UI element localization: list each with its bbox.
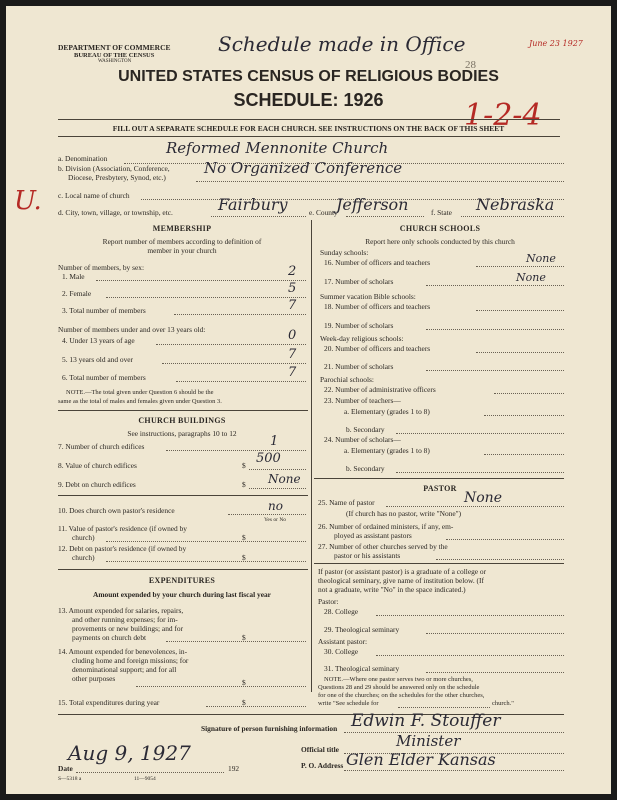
q26-line xyxy=(446,539,564,540)
assistant-label: Assistant pastor: xyxy=(318,637,368,646)
q27-label-1: 27. Number of other churches served by the xyxy=(318,542,448,551)
pastor-note-3: for one of the churches; on the schedules for the other churches, xyxy=(318,692,485,699)
date-label: Date xyxy=(58,764,73,773)
column-divider xyxy=(311,220,312,692)
census-schedule-page xyxy=(6,6,611,794)
q3-line xyxy=(174,314,306,315)
q9-line xyxy=(249,488,306,489)
q23-label: 23. Number of teachers— xyxy=(324,396,401,405)
grad-note-1: If pastor (or assistant pastor) is a graduate of a college or xyxy=(318,567,487,576)
handwritten-office-date: June 23 1927 xyxy=(529,39,583,48)
division-value: No Organized Conference xyxy=(204,159,403,177)
q5-label: 5. 13 years old and over xyxy=(62,355,134,364)
q10-value: no xyxy=(268,499,283,513)
q8-label: 8. Value of church edifices xyxy=(58,461,137,470)
county-label: e. County xyxy=(309,208,338,217)
q14-label-4: other purposes xyxy=(72,674,116,683)
q25-label: 25. Name of pastor xyxy=(318,498,375,507)
q1-label: 1. Male xyxy=(62,272,85,281)
q15-label: 15. Total expenditures during year xyxy=(58,698,160,707)
city-line xyxy=(211,216,306,217)
q10-label: 10. Does church own pastor's residence xyxy=(58,506,175,515)
q9-dollar: $ xyxy=(242,480,246,489)
q2-value: 5 xyxy=(288,281,297,296)
local-name-label: c. Local name of church xyxy=(58,191,130,200)
q5-line xyxy=(162,363,306,364)
q7-line xyxy=(166,450,306,451)
q7-value: 1 xyxy=(270,434,279,449)
q12-label-2: church) xyxy=(72,553,95,562)
q12-dollar: $ xyxy=(242,553,246,562)
membership-intro-1: Report number of members according to definition of xyxy=(102,237,262,246)
q8-dollar: $ xyxy=(242,461,246,470)
q22-line xyxy=(494,393,564,394)
q14-label-3: denominational support; and for all xyxy=(72,665,177,674)
signature-label: Signature of person furnishing information xyxy=(201,724,338,733)
q11-label-2: church) xyxy=(72,533,95,542)
q14-dollar: $ xyxy=(242,678,246,687)
city-value: Fairbury xyxy=(218,195,288,214)
date-line xyxy=(76,772,224,773)
county-value: Jefferson xyxy=(336,195,409,214)
buildings-title: CHURCH BUILDINGS xyxy=(138,416,226,425)
q3-value: 7 xyxy=(288,298,297,313)
q23b-label: b. Secondary xyxy=(346,425,385,434)
q30-label: 30. College xyxy=(324,647,359,656)
by-sex-label: Number of members, by sex: xyxy=(58,263,144,272)
q14-line xyxy=(136,686,306,687)
q22-label: 22. Number of administrative officers xyxy=(324,385,436,394)
red-code: 1-2-4 xyxy=(464,98,542,133)
q16-line xyxy=(476,266,564,267)
q29-line xyxy=(426,633,564,634)
q19-label: 19. Number of scholars xyxy=(324,321,394,330)
q24a-line xyxy=(484,454,564,455)
official-title-value: Minister xyxy=(396,732,461,750)
print-number: 11—9054 xyxy=(134,776,156,782)
pastor-title: PASTOR xyxy=(423,484,457,493)
q11-label-1: 11. Value of pastor's residence (if owned by xyxy=(58,524,187,533)
under-over-label: Number of members under and over 13 years old: xyxy=(58,325,206,334)
stamp-number: 28 xyxy=(465,59,476,71)
q10-line xyxy=(228,514,306,515)
q12-line xyxy=(106,561,306,562)
schools-rule xyxy=(314,478,564,479)
expenditures-title: EXPENDITURES xyxy=(148,576,216,585)
q16-value: None xyxy=(526,252,556,265)
q25-value: None xyxy=(464,490,502,506)
pastor-note-line xyxy=(398,707,490,708)
expenditures-sub: Amount expended by your church during last fiscal year xyxy=(93,590,271,599)
pastor-note-2: Questions 28 and 29 should be answered only on the schedule xyxy=(318,684,480,691)
instructions-line: FILL OUT A SEPARATE SCHEDULE FOR EACH CHURCH. SEE INSTRUCTIONS ON THE BACK OF THIS SHEET xyxy=(112,124,505,133)
buildings-mid-rule xyxy=(58,495,308,496)
pastor-note-1: NOTE.—Where one pastor serves two or more churches, xyxy=(324,676,473,683)
header-rule-top xyxy=(58,119,560,120)
q3-label: 3. Total number of members xyxy=(62,306,146,315)
division-label-2: Diocese, Presbytery, Synod, etc.) xyxy=(68,173,166,182)
q20-label: 20. Number of officers and teachers xyxy=(324,344,431,353)
q5-value: 7 xyxy=(288,347,297,362)
division-label-1: b. Division (Association, Conference, xyxy=(58,164,170,173)
form-title: UNITED STATES CENSUS OF RELIGIOUS BODIES xyxy=(118,68,499,85)
q23a-label: a. Elementary (grades 1 to 8) xyxy=(344,407,430,416)
parochial-label: Parochial schools: xyxy=(320,375,374,384)
q7-label: 7. Number of church edifices xyxy=(58,442,145,451)
pastor-note-5: church." xyxy=(492,700,514,707)
state-value: Nebraska xyxy=(476,195,555,214)
date-year-suffix: 192 xyxy=(228,764,240,773)
q4-label: 4. Under 13 years of age xyxy=(62,336,135,345)
membership-rule xyxy=(58,410,308,411)
membership-note-2: same as the total of males and females given under Question 3. xyxy=(58,398,222,405)
official-title-label: Official title xyxy=(301,745,339,754)
q14-label-2: cluding home and foreign missions; for xyxy=(72,656,189,665)
q13-line xyxy=(166,641,306,642)
q12-label-1: 12. Debt on pastor's residence (if owned by xyxy=(58,544,187,553)
q13-label-4: payments on church debt xyxy=(72,633,147,642)
pastor-sub-label: Pastor: xyxy=(318,597,339,606)
q31-line xyxy=(426,672,564,673)
q31-label: 31. Theological seminary xyxy=(324,664,400,673)
q25-line xyxy=(386,506,564,507)
q26-label-2: ployed as assistant pastors xyxy=(334,531,412,540)
q17-line xyxy=(426,285,564,286)
q13-label-2: and other running expenses; for im- xyxy=(72,615,178,624)
pastor-rule xyxy=(314,563,564,564)
q18-label: 18. Number of officers and teachers xyxy=(324,302,431,311)
buildings-sub: See instructions, paragraphs 10 to 12 xyxy=(127,429,237,438)
q9-value: None xyxy=(268,472,301,486)
q20-line xyxy=(476,352,564,353)
q1-line xyxy=(96,280,306,281)
sunday-label: Sunday schools: xyxy=(320,248,369,257)
state-label: f. State xyxy=(431,208,452,217)
q27-line xyxy=(436,559,564,560)
department-label: DEPARTMENT OF COMMERCE xyxy=(58,43,171,52)
q8-line xyxy=(249,469,306,470)
red-margin-mark: U. xyxy=(14,186,42,216)
q21-line xyxy=(426,370,564,371)
q4-line xyxy=(156,344,306,345)
schools-intro: Report here only schools conducted by this church xyxy=(365,237,515,246)
membership-note-1: NOTE.—The total given under Question 6 should be the xyxy=(66,389,214,396)
q2-line xyxy=(106,297,306,298)
handwritten-office-note: Schedule made in Office xyxy=(218,32,466,56)
q14-label-1: 14. Amount expended for benevolences, in- xyxy=(58,647,188,656)
q2-label: 2. Female xyxy=(62,289,92,298)
yes-no-hint: Yes or No xyxy=(264,517,287,523)
q23a-line xyxy=(484,415,564,416)
denomination-label: a. Denomination xyxy=(58,154,108,163)
q11-line xyxy=(106,541,306,542)
q28-label: 28. College xyxy=(324,607,359,616)
q26-label-1: 26. Number of ordained ministers, if any, em- xyxy=(318,522,454,531)
q15-dollar: $ xyxy=(242,698,246,707)
q15-line xyxy=(206,706,306,707)
q28-line xyxy=(376,615,564,616)
division-line xyxy=(196,181,564,182)
q25-note: (If church has no pastor, write "None") xyxy=(346,509,462,518)
q8-value: 500 xyxy=(256,451,281,466)
q13-dollar: $ xyxy=(242,633,246,642)
signature-value: Edwin F. Stouffer xyxy=(351,711,501,731)
q13-label-1: 13. Amount expended for salaries, repairs, xyxy=(58,606,184,615)
q17-value: None xyxy=(516,271,546,284)
po-address-line xyxy=(344,770,564,771)
q16-label: 16. Number of officers and teachers xyxy=(324,258,431,267)
q6-value: 7 xyxy=(288,365,297,380)
q18-line xyxy=(476,310,564,311)
q13-label-3: provements or new buildings; and for xyxy=(72,624,184,633)
q9-label: 9. Debt on church edifices xyxy=(58,480,136,489)
q17-label: 17. Number of scholars xyxy=(324,277,394,286)
po-address-label: P. O. Address xyxy=(301,761,344,770)
denomination-value: Reformed Mennonite Church xyxy=(166,139,389,157)
q11-dollar: $ xyxy=(242,533,246,542)
q24-label: 24. Number of scholars— xyxy=(324,435,401,444)
q27-label-2: pastor or his assistants xyxy=(334,551,401,560)
summer-label: Summer vacation Bible schools: xyxy=(320,292,416,301)
q6-label: 6. Total number of members xyxy=(62,373,146,382)
weekday-label: Week-day religious schools: xyxy=(320,334,404,343)
q6-line xyxy=(176,381,306,382)
buildings-rule xyxy=(58,569,308,570)
city-label: d. City, town, village, or township, etc. xyxy=(58,208,173,217)
q24a-label: a. Elementary (grades 1 to 8) xyxy=(344,446,430,455)
membership-intro-2: member in your church xyxy=(147,246,217,255)
pastor-note-4: write "See schedule for xyxy=(318,700,379,707)
grad-note-2: theological seminary, give name of institution below. (If xyxy=(318,576,484,585)
grad-note-3: not a graduate, write "No" in the space indicated.) xyxy=(318,585,466,594)
q1-value: 2 xyxy=(288,264,297,279)
date-value: Aug 9, 1927 xyxy=(68,741,191,765)
city-label: WASHINGTON xyxy=(98,59,132,64)
q29-label: 29. Theological seminary xyxy=(324,625,400,634)
q24b-line xyxy=(396,472,564,473)
q21-label: 21. Number of scholars xyxy=(324,362,394,371)
schools-title: CHURCH SCHOOLS xyxy=(399,224,481,233)
header-rule-bottom xyxy=(58,136,560,137)
q24b-label: b. Secondary xyxy=(346,464,385,473)
bureau-label: BUREAU OF THE CENSUS xyxy=(74,52,155,59)
form-number: S—5318 a xyxy=(58,776,82,782)
q30-line xyxy=(376,655,564,656)
county-line xyxy=(346,216,424,217)
po-address-value: Glen Elder Kansas xyxy=(346,750,496,769)
membership-title: MEMBERSHIP xyxy=(152,224,212,233)
q23b-line xyxy=(396,433,564,434)
q4-value: 0 xyxy=(288,328,297,343)
schedule-year: SCHEDULE: 1926 xyxy=(233,90,384,110)
q19-line xyxy=(426,329,564,330)
state-line xyxy=(461,216,564,217)
